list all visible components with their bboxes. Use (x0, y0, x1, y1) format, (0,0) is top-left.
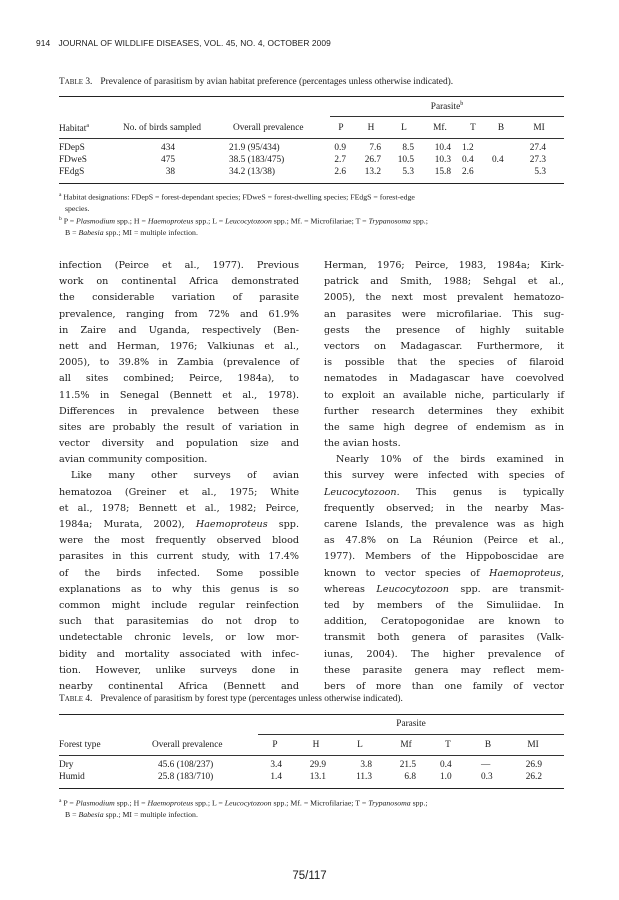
body-line: infection (Peirce et al., 1977). Previous (59, 260, 299, 271)
fn-text: spp.; H = (115, 216, 148, 226)
table3-footnote-a (59, 190, 564, 214)
fn-text: spp.; MI = multiple infection. (103, 228, 198, 237)
table4-row-t: 1.0 (440, 772, 452, 782)
table3-row-birds: 434 (161, 143, 175, 153)
body-line: Differences in prevalence between these (59, 405, 299, 417)
table3-row-overall: 38.5 (183/475) (229, 155, 285, 165)
fn-genus: Babesia (78, 810, 104, 819)
table3-row-mi: 27.3 (529, 155, 546, 165)
body-line: sites are probably the result of variation in (59, 421, 299, 433)
table3-col-habitat: Habitat (59, 124, 87, 135)
table3-col-mf: Mf. (433, 123, 447, 133)
table3-group-rule (330, 116, 564, 117)
body-line: 2005), to 39.8% in Zambia (prevalence of (59, 357, 299, 369)
body-line: nett and Herman, 1976; Valkiunas et al., (59, 340, 299, 352)
table3-row-mi: 27.4 (529, 143, 546, 153)
table4-row-overall: 25.8 (183/710) (158, 772, 214, 782)
table3-row-p: 2.7 (334, 155, 346, 165)
body-line: ted by members of the Simuliidae. In (324, 599, 564, 611)
table3-group-header-sup: b (460, 101, 464, 107)
fn-text: B = (65, 228, 79, 237)
table3-row-t: 0.4 (462, 155, 474, 165)
fn-text: P = (63, 798, 76, 808)
table4-row-mi: 26.2 (525, 772, 542, 782)
table4-top-rule (59, 714, 564, 715)
body-line: gests the presence of highly suitable (324, 324, 564, 336)
fn-text: B = (65, 810, 79, 819)
table4-row-overall: 45.6 (108/237) (158, 760, 214, 770)
table4-col-h: H (312, 740, 320, 750)
table3-col-l: L (401, 123, 407, 133)
body-line: work on continental Africa demonstrated (59, 276, 299, 288)
body-line: this survey were infected with species of (324, 470, 564, 482)
body-line: bidity and mortality associated with infec- (59, 648, 299, 660)
body-line: such that parasitemias do not drop to (59, 616, 299, 628)
body-left-column (59, 258, 299, 695)
table3-row-l: 8.5 (402, 143, 414, 153)
table3-row-t: 1.2 (462, 143, 474, 153)
table3-row-h: 26.7 (364, 155, 381, 165)
fn-genus: Leucocytozoon (224, 798, 272, 808)
body-line: nearby continental Africa (Bennett and (59, 680, 299, 692)
table3-col-overall: Overall prevalence (233, 123, 304, 133)
body-line: as 47.8% on La Réunion (Peirce et al., (324, 535, 564, 547)
page-counter: 75/117 (292, 870, 327, 882)
body-line: these parasite genera may reflect mem- (324, 664, 564, 676)
table4-row-l: 11.3 (356, 772, 372, 782)
table4-row-mf: 6.8 (404, 772, 416, 782)
body-line: explanations as to why this genus is so (59, 583, 299, 595)
body-line: the same high degree of endemism as in (324, 421, 564, 433)
fn-text: P = (63, 216, 77, 226)
body-line: the considerable variation of parasite (59, 292, 299, 304)
fn-text: spp.; MI = multiple infection. (103, 810, 198, 819)
table4-row-b: 0.3 (481, 772, 493, 782)
fn-genus: Plasmodium (75, 798, 115, 808)
body-line: addition, Ceratopogonidae are known to (324, 616, 564, 628)
body-line: hematozoa (Greiner et al., 1975; White (59, 486, 299, 498)
table4-row-mf: 21.5 (399, 760, 416, 770)
table3-col-birds: No. of birds sampled (123, 123, 201, 133)
table4-row-p: 3.4 (270, 760, 282, 770)
body-line: of the birds infected. Some possible (59, 567, 299, 579)
table4-row-h: 29.9 (309, 760, 326, 770)
table3-row-habitat: FEdgS (59, 167, 85, 177)
fn-genus: Leucocytozoon (225, 216, 272, 226)
table3-row-overall: 21.9 (95/434) (229, 143, 280, 153)
body-line: in Zaire and Uganda, respectively (Ben- (59, 324, 299, 336)
body-line: Herman, 1976; Peirce, 1983, 1984a; Kirk- (324, 260, 564, 271)
table4-col-forest: Forest type (59, 740, 101, 750)
body-line: further research determines they exhibit (324, 405, 564, 417)
body-line: the avian hosts. (324, 438, 401, 450)
table3-col-h: H (367, 123, 375, 133)
fn-genus: Haemoproteus (147, 798, 194, 808)
table3-footnote-b-mark: b (59, 216, 62, 222)
table4-label: Table 4. (59, 694, 93, 704)
page-number: 914 (36, 38, 51, 48)
fn-text: spp.; (410, 798, 428, 808)
table4-row-t: 0.4 (440, 760, 452, 770)
table3-footnote-b (59, 214, 564, 238)
body-line: carene Islands, the prevalence was as high (324, 519, 564, 530)
table3-col-b: B (497, 123, 505, 133)
fn-text: spp.; L = (193, 216, 226, 226)
body-line: common might include regular reinfection (59, 599, 299, 611)
table3-col-habitat-sup: a (86, 123, 90, 129)
table4-col-mf: Mf (400, 740, 412, 750)
body-line: whereas Leucocytozoon spp. are transmit- (324, 583, 564, 595)
table4-col-l: L (357, 740, 363, 750)
body-line: frequently observed; in the nearby Mas- (324, 502, 564, 514)
body-line: vector diversity and population size and (59, 438, 299, 450)
table4-col-b: B (484, 740, 492, 750)
fn-text: spp.; Mf. = Microfilariae; T = (271, 798, 369, 808)
table3-header-rule (59, 138, 564, 139)
table3-footnote-a-line1: Habitat designations: FDepS = forest-dependant species; FDweS = forest-dwelling species; FEdgS = forest-edge (63, 192, 415, 202)
body-line: were the most frequently observed blood (59, 535, 299, 547)
table4-row-b: — (481, 760, 491, 770)
table3-row-mf: 10.3 (434, 155, 451, 165)
table4-row-mi: 26.9 (525, 760, 542, 770)
table4-col-overall: Overall prevalence (152, 740, 223, 750)
table3-row-birds: 38 (165, 167, 175, 177)
body-line: nematodes in Madagascar have coevolved (324, 373, 564, 385)
body-line: parasites in this current study, with 17.4% (59, 551, 299, 563)
table3-row-h: 7.6 (369, 143, 381, 153)
journal-title: JOURNAL OF WILDLIFE DISEASES, VOL. 45, NO. 4, OCTOBER 2009 (58, 38, 331, 48)
body-line: 11.5% in Senegal (Bennett et al., 1978). (59, 389, 299, 401)
table3-row-mf: 15.8 (434, 167, 451, 177)
table4-caption-text: Prevalence of parasitism by forest type (percentages unless otherwise indicated). (100, 694, 403, 704)
body-line: Nearly 10% of the birds examined in (336, 454, 564, 466)
table3-row-habitat: FDweS (59, 155, 87, 165)
table4-row-forest: Dry (59, 760, 74, 770)
table4-header-rule (59, 755, 564, 756)
table3-row-p: 2.6 (334, 167, 346, 177)
body-line: vectors on Madagascar. Furthermore, it (324, 340, 564, 352)
table4-row-l: 3.8 (360, 760, 372, 770)
body-line: transmit both genera of parasites (Valk- (324, 632, 564, 644)
table3-row-t: 2.6 (462, 167, 474, 177)
body-line: to exploit an available niche, particularly if (324, 389, 564, 401)
table4-row-forest: Humid (59, 772, 85, 782)
table3-row-p: 0.9 (334, 143, 346, 153)
body-line: tion. However, unlike surveys done in (59, 664, 299, 676)
table3-row-h: 13.2 (364, 167, 381, 177)
fn-genus: Haemoproteus (147, 216, 194, 226)
table4-col-t: T (445, 740, 451, 750)
fn-genus: Babesia (78, 228, 104, 237)
table4-col-mi: MI (527, 740, 539, 750)
body-line: bers of more than one family of vector (324, 680, 564, 692)
body-line: 1984a; Murata, 2002), Haemoproteus spp. (59, 519, 299, 530)
body-line: known to vector species of Haemoproteus, (324, 567, 564, 579)
table3-row-l: 5.3 (402, 167, 414, 177)
table3-group-header: Parasite (430, 102, 461, 113)
table3-label: Table 3. (59, 77, 93, 87)
table4-group-header: Parasite (396, 719, 426, 729)
table3-caption (59, 77, 453, 87)
body-line: iunas, 2004). The higher prevalence of (324, 648, 564, 660)
table4-footnote (59, 796, 564, 820)
table3-col-p: P (338, 123, 344, 133)
table4-col-p: P (272, 740, 278, 750)
table4-bottom-rule (59, 788, 564, 789)
table3-col-t: T (470, 123, 476, 133)
body-line: is possible that the species of filaroid (324, 357, 564, 369)
fn-genus: Trypanosoma (368, 216, 411, 226)
body-right-column (324, 258, 564, 695)
body-line: undetectable chronic levels, or low mor- (59, 632, 299, 644)
fn-text: spp.; L = (193, 798, 225, 808)
body-line: all sites combined; Peirce, 1984a), to (59, 373, 299, 385)
running-head (36, 38, 331, 48)
body-line: Like many other surveys of avian (71, 470, 299, 482)
table3-top-rule (59, 96, 564, 97)
table3-row-b: 0.4 (492, 155, 504, 165)
fn-text: spp.; H = (114, 798, 148, 808)
body-line: 1977). Members of the Hippoboscidae are (324, 551, 564, 563)
table3-col-mi: MI (533, 123, 545, 133)
table4-row-h: 13.1 (309, 772, 326, 782)
table3-footnote-a-line2: species. (65, 204, 90, 213)
fn-genus: Plasmodium (76, 216, 116, 226)
body-line: et al., 1978; Bennett et al., 1982; Peirce, (59, 502, 299, 514)
fn-text: spp.; (410, 216, 428, 226)
body-line: an parasites were microfilariae. This sug- (324, 308, 564, 320)
body-line: avian community composition. (59, 454, 208, 466)
table4-row-p: 1.4 (270, 772, 282, 782)
table3-bottom-rule (59, 183, 564, 184)
fn-genus: Trypanosoma (368, 798, 411, 808)
table3-row-mf: 10.4 (434, 143, 451, 153)
body-line: patrick and Smith, 1988; Sehgal et al., (324, 276, 564, 288)
table3-row-habitat: FDepS (59, 143, 85, 153)
body-line: prevalence, ranging from 72% and 61.9% (59, 308, 299, 320)
table3-row-l: 10.5 (397, 155, 414, 165)
table3-row-overall: 34.2 (13/38) (229, 167, 275, 177)
table4-caption (59, 694, 403, 704)
table4-group-rule (258, 734, 564, 735)
table3-footnote-a-mark: a (59, 192, 62, 198)
table3-caption-text: Prevalence of parasitism by avian habitat preference (percentages unless otherwise indicated). (100, 77, 454, 87)
table4-footnote-mark: a (59, 798, 62, 804)
table3-row-mi: 5.3 (534, 167, 546, 177)
fn-text: spp.; Mf. = Microfilariae; T = (271, 216, 369, 226)
body-line: Leucocytozoon. This genus is typically (324, 486, 564, 498)
body-line: 2005), the next most prevalent hematozo- (324, 292, 564, 304)
table3-row-birds: 475 (161, 155, 175, 165)
